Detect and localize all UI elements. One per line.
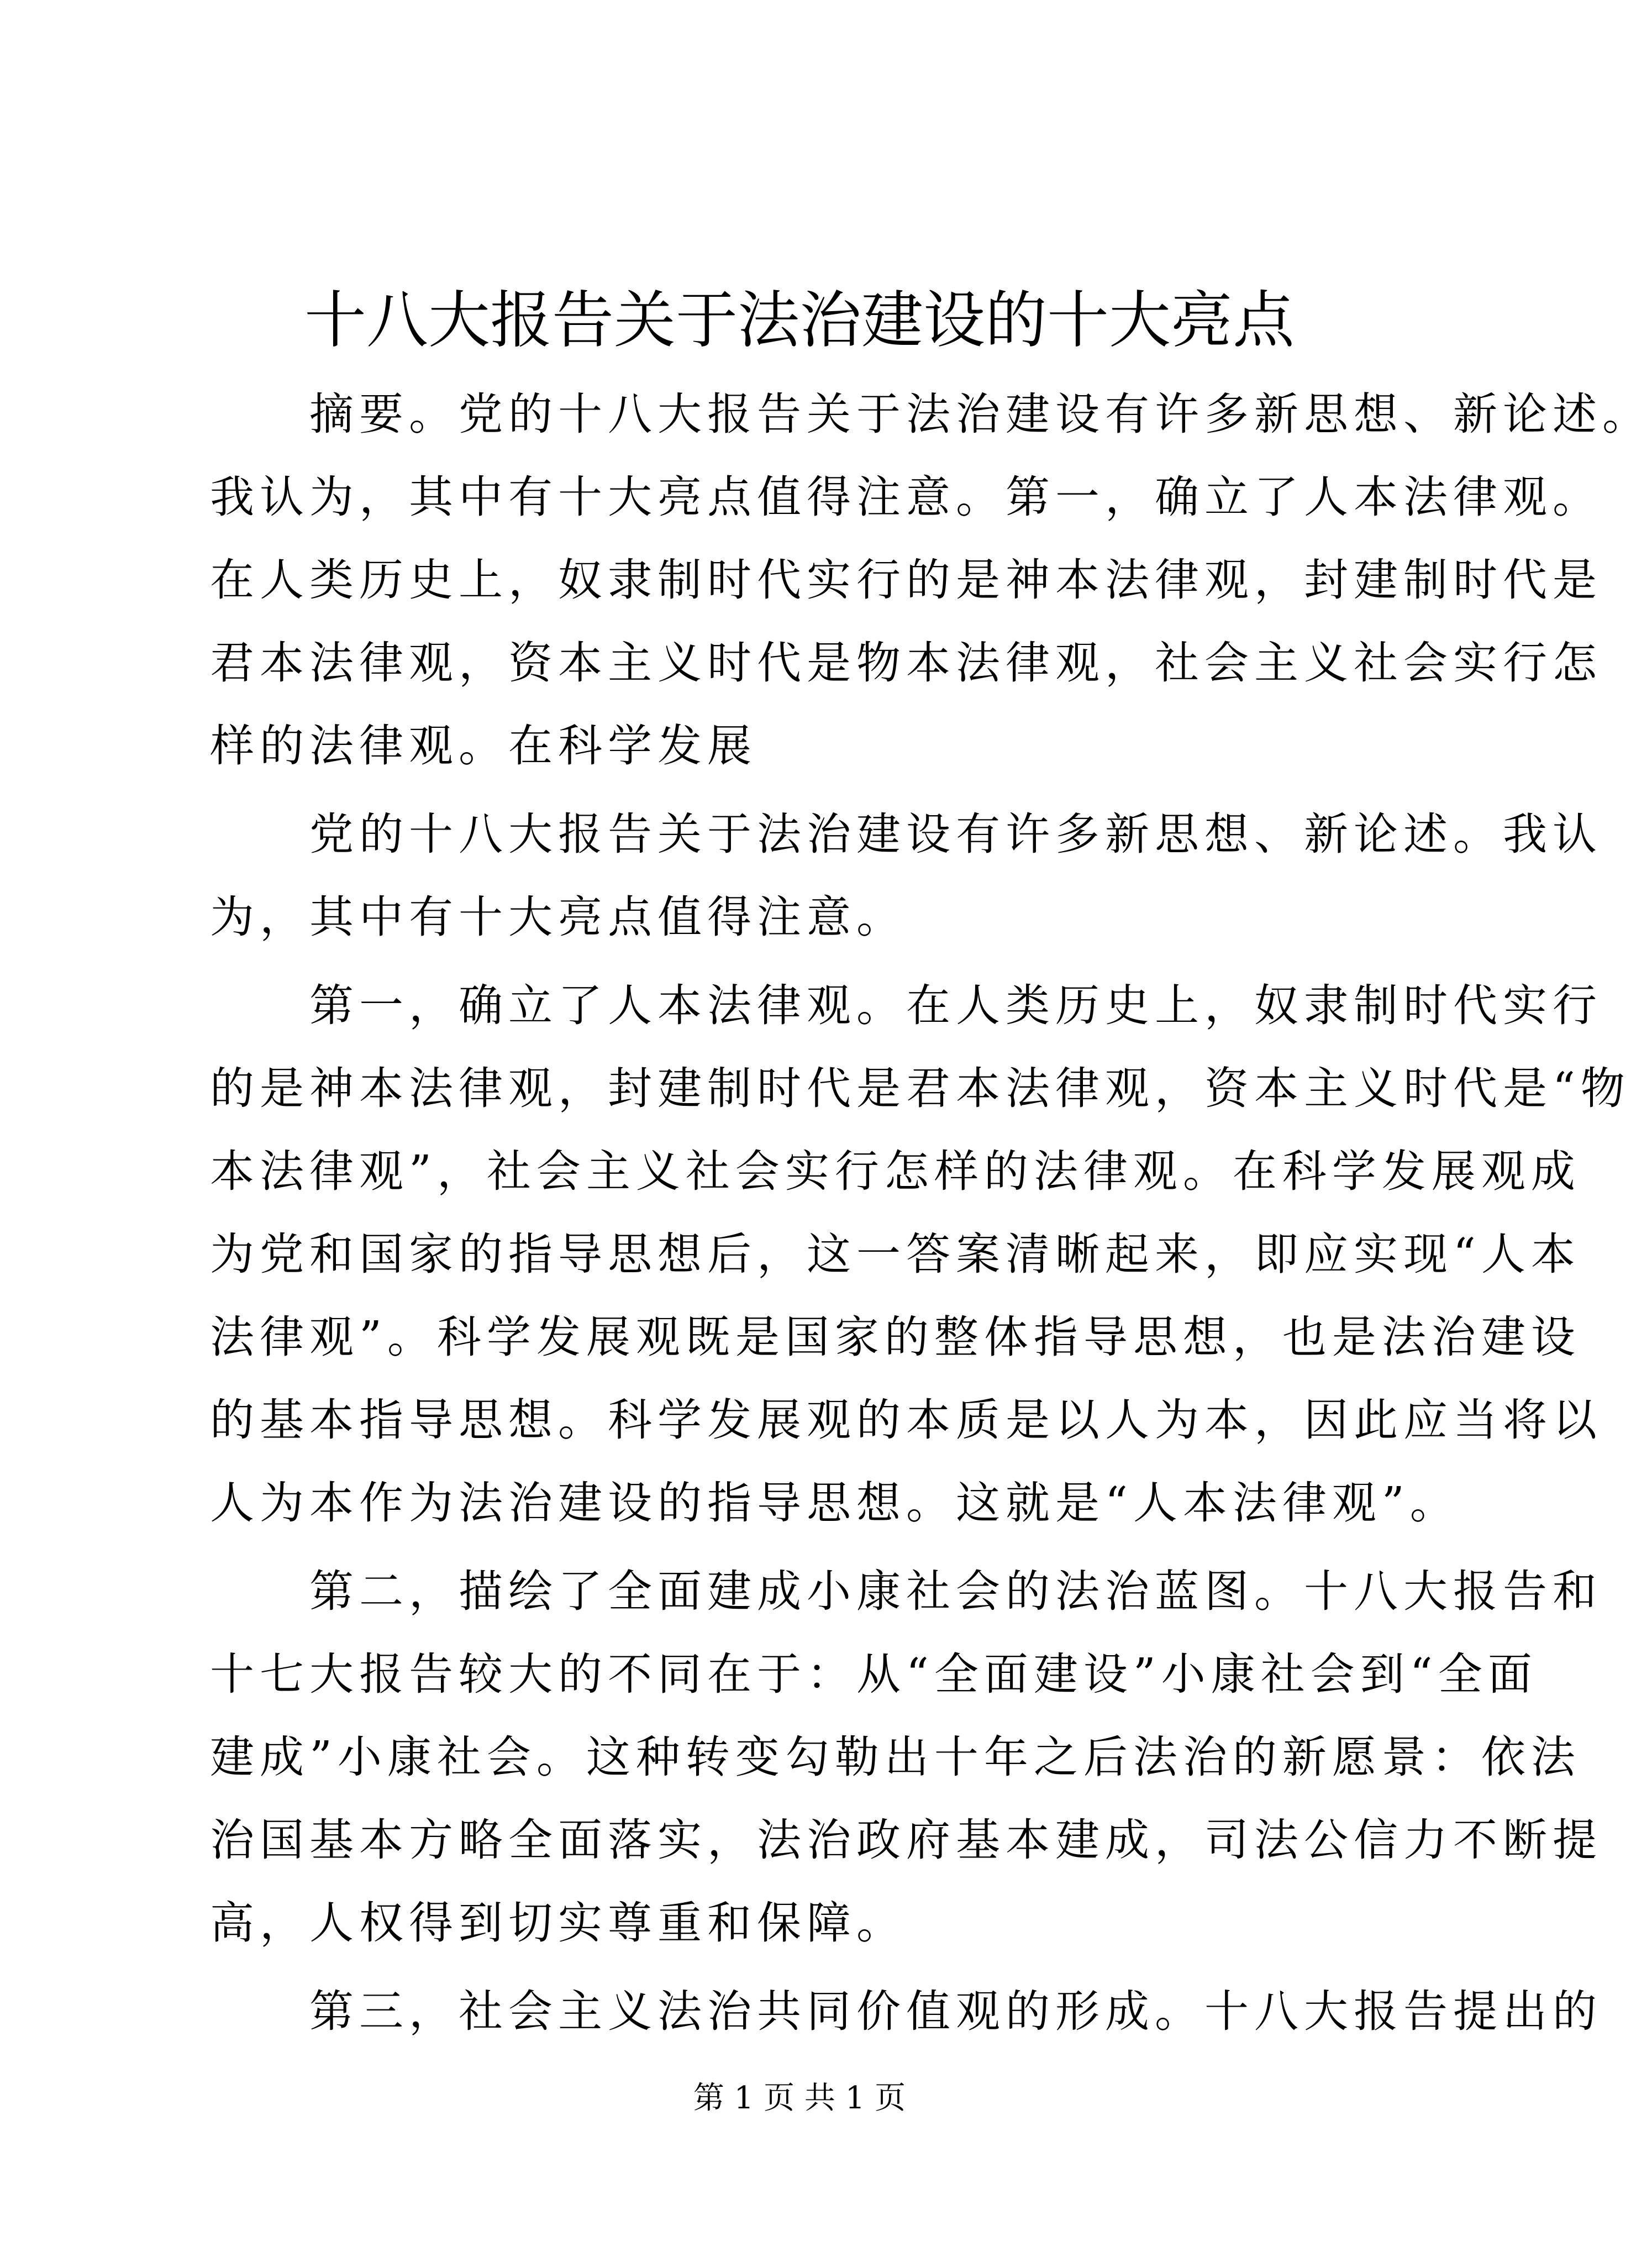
body-line-3: 在人类历史上，奴隶制时代实行的是神本法律观，封建制时代是 [210, 554, 1602, 606]
body-line-15: 第二，描绘了全面建成小康社会的法治蓝图。十八大报告和 [210, 1566, 1602, 1617]
body-line-1: 摘要。党的十八大报告关于法治建设有许多新思想、新论述。 [210, 389, 1652, 440]
body-line-9: 的是神本法律观，封建制时代是君本法律观，资本主义时代是“物 [210, 1063, 1630, 1114]
body-line-4: 君本法律观，资本主义时代是物本法律观，社会主义社会实行怎 [210, 637, 1602, 689]
body-line-14: 人为本作为法治建设的指导思想。这就是“人本法律观”。 [210, 1477, 1460, 1529]
body-line-19: 高，人权得到切实尊重和保障。 [210, 1897, 906, 1949]
document-title: 十八大报告关于法治建设的十大亮点 [304, 285, 1295, 356]
body-line-17: 建成”小康社会。这种转变勾勒出十年之后法治的新愿景：依法 [210, 1731, 1581, 1783]
body-line-6: 党的十八大报告关于法治建设有许多新思想、新论述。我认 [210, 809, 1602, 860]
body-line-2: 我认为，其中有十大亮点值得注意。第一，确立了人本法律观。 [210, 471, 1602, 523]
body-line-5: 样的法律观。在科学发展 [210, 720, 757, 772]
page-number-footer: 第 1 页 共 1 页 [693, 2080, 906, 2116]
body-line-20: 第三，社会主义法治共同价值观的形成。十八大报告提出的 [210, 1986, 1602, 2037]
body-line-16: 十七大报告较大的不同在于：从“全面建设”小康社会到“全面 [210, 1649, 1538, 1700]
body-line-13: 的基本指导思想。科学发展观的本质是以人为本，因此应当将以 [210, 1394, 1602, 1446]
body-line-18: 治国基本方略全面落实，法治政府基本建成，司法公信力不断提 [210, 1814, 1602, 1866]
body-line-10: 本法律观”，社会主义社会实行怎样的法律观。在科学发展观成 [210, 1146, 1581, 1197]
body-line-8: 第一，确立了人本法律观。在人类历史上，奴隶制时代实行 [210, 980, 1602, 1031]
body-line-11: 为党和国家的指导思想后，这一答案清晰起来，即应实现“人本 [210, 1229, 1581, 1280]
body-line-12: 法律观”。科学发展观既是国家的整体指导思想，也是法治建设 [210, 1311, 1581, 1363]
body-line-7: 为，其中有十大亮点值得注意。 [210, 891, 906, 943]
